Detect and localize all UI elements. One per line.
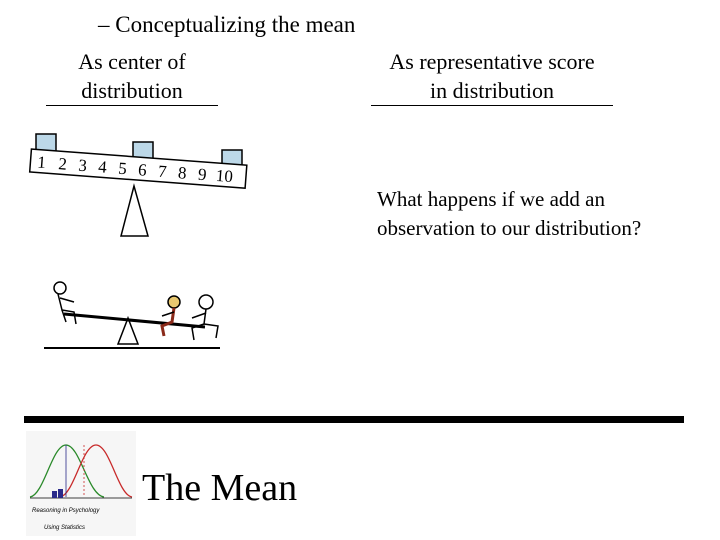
scale-number-7: 7	[157, 161, 168, 182]
left-child-figure	[54, 282, 76, 324]
right-title-line-2: in distribution	[429, 78, 555, 103]
right-title-line-1: As representative score	[389, 49, 595, 74]
right-column-title	[371, 47, 613, 106]
question-text: What happens if we add an observation to our distribution?	[377, 187, 642, 240]
scale-number-9: 9	[197, 164, 208, 185]
left-title-line-1: As center of	[78, 49, 186, 74]
balance-beam-diagram	[0, 0, 300, 250]
seesaw-plank	[64, 314, 205, 327]
logo-bar-icon	[58, 489, 63, 498]
footer-divider	[24, 416, 684, 423]
scale-number-1: 1	[36, 152, 47, 173]
course-logo	[26, 431, 136, 536]
slide-heading: – Conceptualizing the mean	[98, 12, 356, 37]
scale-number-6: 6	[137, 160, 148, 180]
seesaw-illustration	[40, 280, 230, 355]
scale-number-10: 10	[215, 165, 234, 187]
logo-caption-1: Reasoning in Psychology	[32, 508, 100, 514]
logo-bar-icon	[52, 491, 57, 498]
fulcrum-triangle	[121, 186, 148, 236]
logo-caption-2: Using Statistics	[44, 525, 86, 531]
middle-child-figure	[162, 296, 180, 336]
scale-number-2: 2	[57, 154, 68, 174]
scale-number-8: 8	[177, 163, 188, 183]
scale-number-4: 4	[97, 157, 108, 177]
footer-title: The Mean	[142, 467, 298, 509]
scale-number-5: 5	[117, 158, 128, 179]
left-title-line-2: distribution	[81, 78, 183, 103]
right-child-figure	[192, 295, 218, 340]
scale-number-3: 3	[77, 155, 88, 176]
